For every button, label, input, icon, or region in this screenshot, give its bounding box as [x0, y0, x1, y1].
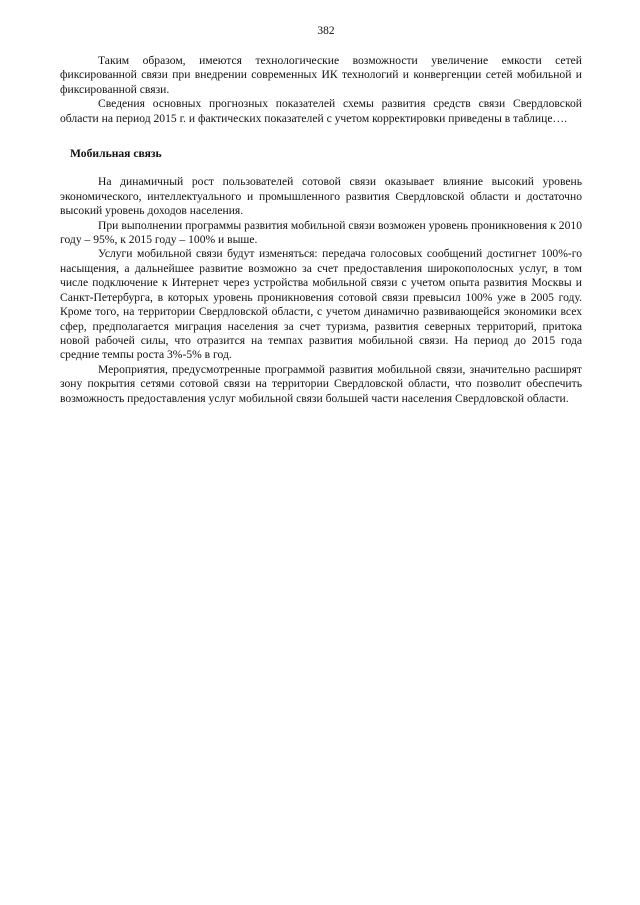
intro-paragraph-2: Сведения основных прогнозных показателей схемы развития средств связи Свердловской области на период 2015 г. и фактических показателей с учетом корректировки приведены в таблице….: [60, 97, 582, 125]
section-paragraph-1: На динамичный рост пользователей сотовой связи оказывает влияние высокий уровень экономического, интеллектуального и промышленного развития Свердловской области и достаточно высокий уровень доходов населения.: [60, 175, 582, 218]
document-page: [60, 24, 582, 406]
intro-paragraph-1: Таким образом, имеются технологические возможности увеличение емкости сетей фиксированной связи при внедрении современных ИК технологий и конвергенции сетей мобильной и фиксированной связи.: [60, 54, 582, 96]
page-number: 382: [317, 25, 335, 37]
section-heading-mobile: Мобильная связь: [70, 147, 162, 161]
section-paragraph-3: Услуги мобильной связи будут изменяться: передача голосовых сообщений достигнет 100%-го насыщения, а дальнейшее развитие возможно за счет предоставления широкополосных услуг, в том числе подключение к Интернет через устройства мобильной связи с учетом опыта развития Москвы и Санкт-Петербурга, в которых уровень проникновения сотовой связи превысил 100% уже в 2005 году. Кроме того, на территории Свердловской области, с учетом динамично развивающейся экономики всех сфер, предполагается миграция населения за счет туризма, развития северных территорий, притока новой рабочей силы, что отразится на темпах развития мобильной связи. На период до 2015 года средние темпы роста 3%-5% в год.: [60, 247, 582, 362]
section-paragraph-4: Мероприятия, предусмотренные программой развития мобильной связи, значительно расширят зону покрытия сетями сотовой связи на территории Свердловской области, что позволит обеспечить возможность предоставления услуг мобильной связи большей части населения Свердловской области.: [60, 362, 582, 405]
section-paragraph-2: При выполнении программы развития мобильной связи возможен уровень проникновения к 2010 году – 95%, к 2015 году – 100% и выше.: [60, 218, 582, 247]
